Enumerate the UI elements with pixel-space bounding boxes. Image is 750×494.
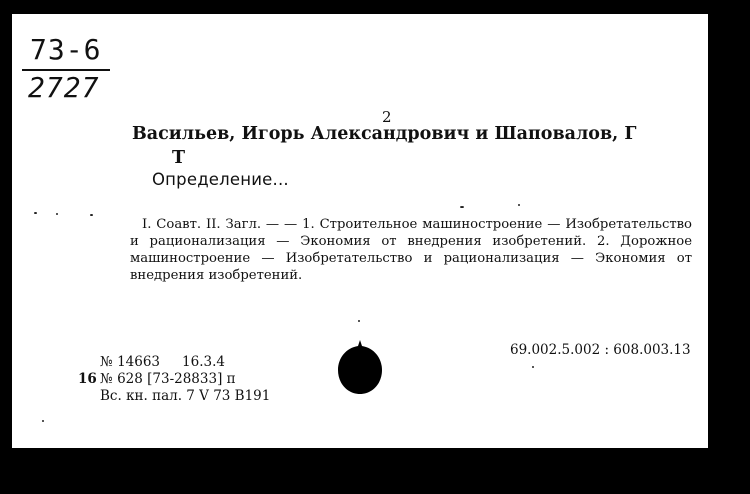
- card-title: Определение...: [152, 170, 289, 189]
- shelfmark-top: 73-6: [30, 33, 102, 66]
- scan-speck: [358, 320, 360, 322]
- tracing-text: [130, 216, 692, 284]
- accession-text: № 628 [73-28833] п: [100, 371, 236, 387]
- accession-row: [78, 354, 292, 371]
- author-heading: Васильев, Игорь Александрович и Шаповалов, Г: [132, 124, 637, 144]
- shelfmark-bottom: 2727: [28, 71, 100, 104]
- scan-speck: [56, 213, 58, 215]
- scan-speck: [460, 206, 464, 208]
- scan-speck: [532, 366, 534, 368]
- page-number: 2: [382, 108, 392, 126]
- accession-row: [78, 388, 292, 405]
- accession-date: 16.3.4: [182, 354, 225, 370]
- classification-code: 69.002.5.002 : 608.003.13: [510, 342, 691, 358]
- accession-text: № 14663: [100, 354, 161, 370]
- author-heading-continuation: Т: [172, 148, 186, 168]
- accession-block: [78, 354, 292, 405]
- scan-speck: [42, 420, 44, 422]
- scan-speck: [518, 204, 520, 206]
- scan-speck: [34, 212, 37, 214]
- punch-hole: [338, 340, 382, 394]
- accession-text: Вс. кн. пал. 7 V 73 В191: [100, 388, 271, 404]
- accession-margin-number: 16: [78, 371, 97, 387]
- catalog-card: [12, 14, 708, 448]
- tracing-body: I. Соавт. II. Загл. — — 1. Строительное машиностроение — Изобретательство и рационализация — Экономия от внедрения изобретений. 2. Дорожное машиностроение — Изобретательство и рационализация — Экономия от внедрения изобретений.: [130, 217, 692, 283]
- shelfmark: [22, 33, 112, 104]
- scan-speck: [90, 214, 93, 216]
- accession-row: [78, 371, 292, 388]
